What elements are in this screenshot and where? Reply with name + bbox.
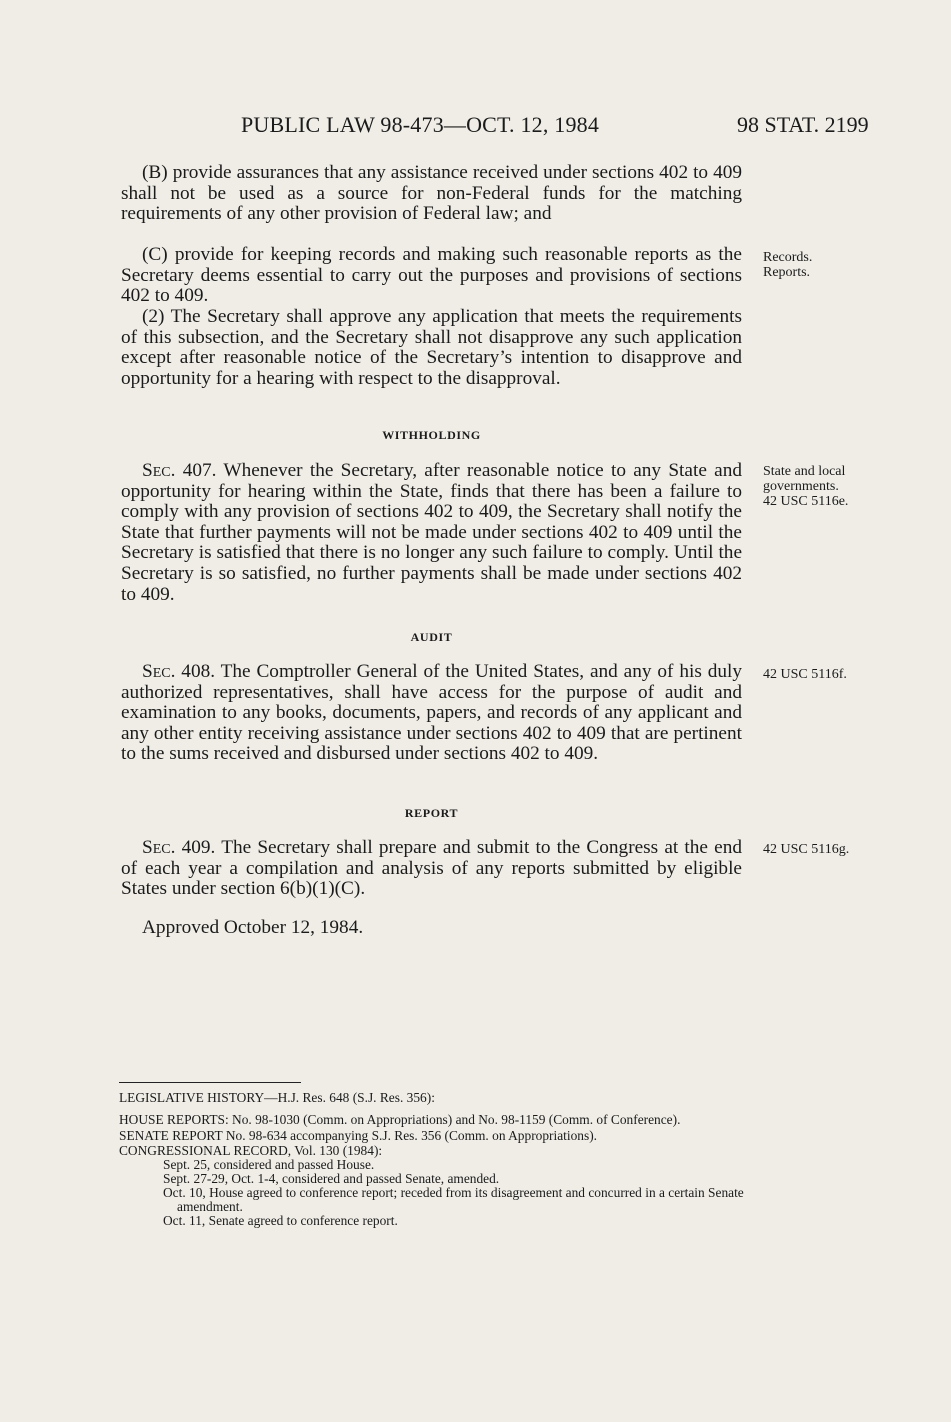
heading-audit: AUDIT	[410, 630, 453, 644]
page-header-title: PUBLIC LAW 98-473—OCT. 12, 1984	[241, 112, 600, 137]
approved-text: Approved October 12, 1984.	[142, 917, 364, 938]
margin-note-407-line-3: 42 USC 5116e.	[763, 494, 849, 509]
paragraph-2	[121, 307, 742, 389]
margin-note-407	[763, 464, 923, 509]
history-entry: Sept. 25, considered and passed House.	[163, 1157, 375, 1172]
heading-report: REPORT	[404, 806, 459, 820]
paragraph-b	[121, 163, 742, 225]
section-408-text: The Comptroller General of the United States, and any of his duly authorized representatives, shall have access for the purpose of audit and examination to any books, documents, papers, and records of any applicant and any other entity receiving assistance under sections 402 to 409 that are pertinent to the sums received and disbursed under sections 402 to 409.	[121, 661, 742, 765]
margin-note-records-line: Records.	[763, 250, 813, 265]
margin-note-409: 42 USC 5116g.	[763, 842, 850, 857]
history-entry: Oct. 10, House agreed to conference report; receded from its disagreement and concurred in a certain Senate amendment.	[163, 1185, 744, 1214]
section-409-label: Sec. 409.	[142, 837, 216, 858]
section-407-label: Sec. 407.	[142, 460, 217, 481]
margin-note-407-line-2: governments.	[763, 479, 839, 494]
paragraph-c-text: (C) provide for keeping records and making such reasonable reports as the Secretary deems essential to carry out the purposes and provisions of sections 402 to 409.	[121, 244, 742, 307]
section-407	[121, 461, 742, 605]
section-409-text: The Secretary shall prepare and submit to the Congress at the end of each year a compilation and analysis of any reports submitted by eligible States under section 6(b)(1)(C).	[121, 837, 742, 900]
history-congressional-record: CONGRESSIONAL RECORD, Vol. 130 (1984):	[119, 1143, 383, 1158]
paragraph-2-text: (2) The Secretary shall approve any application that meets the requirements of this subsection, and the Secretary shall not disapprove any such application except after reasonable notice of the Secretary’s intention to disapprove and opportunity for a hearing with respect to the disapproval.	[121, 306, 742, 389]
approved-line	[121, 918, 742, 939]
page-header-stat: 98 STAT. 2199	[737, 112, 869, 137]
margin-note-408: 42 USC 5116f.	[763, 667, 847, 682]
history-house-reports: HOUSE REPORTS: No. 98-1030 (Comm. on Appropriations) and No. 98-1159 (Comm. of Conference).	[119, 1112, 681, 1127]
section-408-label: Sec. 408.	[142, 661, 216, 682]
margin-note-407-line-1: State and local	[763, 464, 846, 479]
section-408	[121, 662, 742, 765]
history-divider	[119, 1082, 301, 1083]
section-407-text: Whenever the Secretary, after reasonable notice to any State and opportunity for hearing within the State, finds that there has been a failure to comply with any provision of sections 402 to 409, the Secretary shall notify the State that further payments will not be made under sections 402 to 409 until the Secretary is satisfied that there is no longer any such failure to comply. Until the Secretary is so satisfied, no further payments shall be made under sections 402 to 409.	[121, 460, 742, 605]
paragraph-c	[121, 245, 742, 307]
section-409	[121, 838, 742, 900]
history-senate-report: SENATE REPORT No. 98-634 accompanying S.J. Res. 356 (Comm. on Appropriations).	[119, 1128, 598, 1143]
margin-note-reports-line: Reports.	[763, 265, 811, 280]
margin-note-records	[763, 250, 923, 280]
paragraph-b-text: (B) provide assurances that any assistance received under sections 402 to 409 shall not be used as a source for non-Federal funds for the matching requirements of any other provision of Federal law; and	[121, 162, 742, 225]
legislative-history	[119, 1091, 749, 1228]
history-entry: Sept. 27-29, Oct. 1-4, considered and passed Senate, amended.	[163, 1171, 500, 1186]
history-entry: Oct. 11, Senate agreed to conference report.	[163, 1213, 398, 1228]
heading-withholding: WITHHOLDING	[382, 428, 481, 442]
history-title: LEGISLATIVE HISTORY—H.J. Res. 648 (S.J. Res. 356):	[119, 1090, 435, 1105]
